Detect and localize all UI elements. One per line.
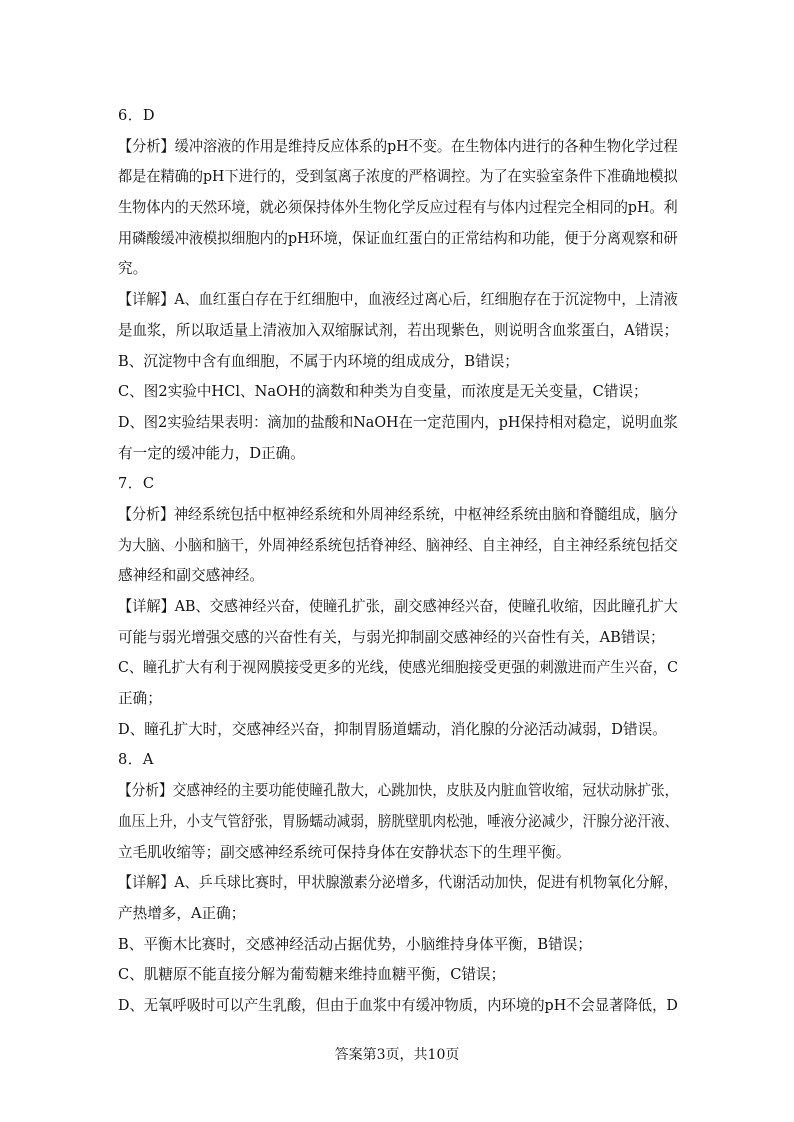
text-line: 【分析】神经系统包括中枢神经系统和外周神经系统，中枢神经系统由脑和脊髓组成，脑分: [118, 505, 678, 523]
text-line: B、平衡木比赛时，交感神经活动占据优势，小脑维持身体平衡，B错误；: [118, 935, 592, 953]
text-line: 【详解】A、乒乓球比赛时，甲状腺激素分泌增多，代谢活动加快，促进有机物氧化分解，: [118, 874, 678, 892]
question-number: 7．C: [118, 475, 155, 493]
text-line: 产热增多，A正确；: [118, 904, 246, 922]
text-line: 正确；: [118, 690, 162, 708]
text-line: 【分析】交感神经的主要功能使瞳孔散大，心跳加快，皮肤及内脏血管收缩，冠状动脉扩张，: [118, 782, 679, 800]
text-line: D、图2实验结果表明：滴加的盐酸和NaOH在一定范围内，pH保持相对稳定，说明血浆: [118, 413, 678, 431]
text-line: 是血浆，所以取适量上清液加入双缩脲试剂，若出现紫色，则说明含血浆蛋白，A错误；: [118, 321, 679, 339]
page-footer: 答案第3页，共10页: [334, 1047, 460, 1063]
text-line: 有一定的缓冲能力，D正确。: [118, 444, 305, 462]
text-line: C、瞳孔扩大有利于视网膜接受更多的光线，使感光细胞接受更强的刺激进而产生兴奋，C: [118, 659, 678, 677]
text-line: B、沉淀物中含有血细胞，不属于内环境的组成成分，B错误；: [118, 352, 519, 370]
text-line: 都是在精确的pH下进行的，受到氢离子浓度的严格调控。为了在实验室条件下准确地模拟: [118, 168, 678, 186]
text-line: D、无氧呼吸时可以产生乳酸，但由于血浆中有缓冲物质，内环境的pH不会显著降低，D: [118, 996, 678, 1014]
answer-text-body: [118, 101, 678, 1022]
text-line: 用磷酸缓冲液模拟细胞内的pH环境，保证血红蛋白的正常结构和功能，便于分离观察和研: [118, 229, 678, 247]
text-line: 究。: [118, 260, 148, 278]
question-number: 6．D: [118, 107, 156, 124]
text-line: 【分析】缓冲溶液的作用是维持反应体系的pH不变。在生物体内进行的各种生物化学过程: [118, 137, 678, 155]
text-line: 立毛肌收缩等；副交感神经系统可保持身体在安静状态下的生理平衡。: [118, 843, 571, 861]
text-line: 为大脑、小脑和脑干，外周神经系统包括脊神经、脑神经、自主神经，自主神经系统包括交: [118, 536, 678, 554]
text-line: 【详解】A、血红蛋白存在于红细胞中，血液经过离心后，红细胞存在于沉淀物中，上清液: [118, 291, 678, 309]
text-line: 可能与弱光增强交感的兴奋性有关，与弱光抑制副交感神经的兴奋性有关，AB错误；: [118, 628, 665, 646]
text-line: 【详解】AB、交感神经兴奋，使瞳孔扩张，副交感神经兴奋，使瞳孔收缩，因此瞳孔扩大: [118, 598, 678, 615]
text-line: 感神经和副交感神经。: [118, 567, 264, 585]
question-number: 8．A: [118, 751, 154, 769]
text-line: 血压上升，小支气管舒张，胃肠蠕动减弱，膀胱壁肌肉松弛，唾液分泌减少，汗腺分泌汗液、: [118, 812, 679, 830]
text-line: D、瞳孔扩大时，交感神经兴奋，抑制胃肠道蠕动，消化腺的分泌活动减弱，D错误。: [118, 720, 667, 738]
text-line: 生物体内的天然环境，就必须保持体外生物化学反应过程有与体内过程完全相同的pH。利: [118, 199, 678, 217]
text-line: C、肌糖原不能直接分解为葡萄糖来维持血糖平衡，C错误；: [118, 966, 506, 984]
text-line: C、图2实验中HCl、NaOH的滴数和种类为自变量，而浓度是无关变量，C错误；: [118, 383, 648, 401]
